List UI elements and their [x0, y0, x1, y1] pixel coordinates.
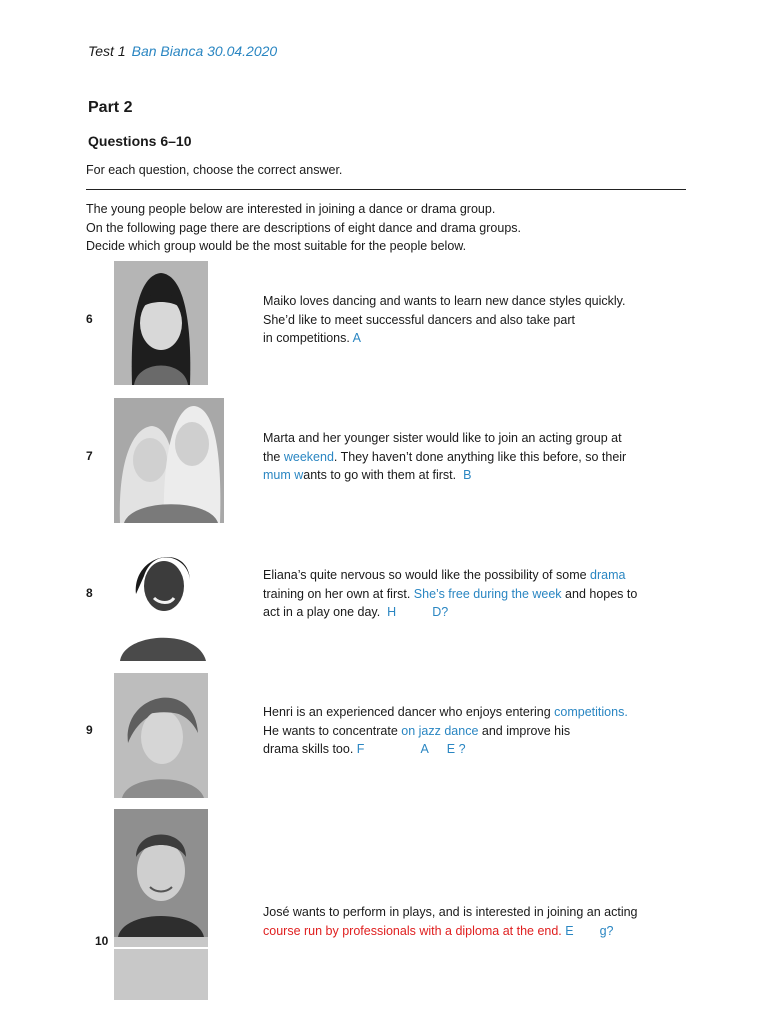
part-title: Part 2	[88, 99, 133, 116]
page-header	[88, 43, 277, 59]
question-text-10: José wants to perform in plays, and is interested in joining an acting course run by professionals with a diploma at the end. E g?	[263, 905, 638, 938]
intro-line: On the following page there are descriptions of eight dance and drama groups.	[86, 220, 521, 235]
answer-8b: D?	[432, 605, 449, 619]
answer-9a: F	[356, 742, 365, 756]
divider	[86, 189, 686, 190]
questions-range: Questions 6–10	[88, 133, 192, 149]
question-text-7: Marta and her younger sister would like to join an acting group at the weekend. They haven’t done anything like this before, so their mum wants to go with them at first. B	[263, 431, 627, 482]
question-text-9: Henri is an experienced dancer who enjoys entering competitions. He wants to concentrate on jazz dance and improve his drama skills too. F A E ?	[263, 705, 628, 756]
student-name-date: Ban Bianca 30.04.2020	[131, 43, 278, 59]
answer-9b: A	[420, 742, 429, 756]
answer-7: B	[463, 468, 472, 482]
question-number-7: 7	[86, 449, 93, 463]
answer-8a: H	[387, 605, 397, 619]
blank-image-placeholder	[114, 949, 208, 1000]
question-number-10: 10	[95, 934, 109, 948]
intro-line: The young people below are interested in joining a dance or drama group.	[86, 202, 496, 216]
intro-paragraph	[86, 200, 521, 256]
photo-strip	[114, 937, 208, 947]
person-photo-eliana	[114, 536, 208, 661]
question-number-8: 8	[86, 586, 93, 600]
question-text-8: Eliana’s quite nervous so would like the possibility of some drama training on her own at first. She’s free during the week and hopes to act in a play one day. H D?	[263, 568, 638, 619]
person-photo-henri	[114, 673, 208, 798]
instruction-text: For each question, choose the correct answer.	[86, 163, 343, 177]
question-number-9: 9	[86, 723, 93, 737]
question-number-6: 6	[86, 312, 93, 326]
test-label: Test 1	[88, 43, 126, 59]
answer-10b: g?	[599, 923, 614, 938]
answer-10a: E	[565, 923, 574, 938]
answer-6: A	[352, 331, 361, 345]
question-text-6: Maiko loves dancing and wants to learn new dance styles quickly. She’d like to meet successful dancers and also take part in competitions. A	[263, 294, 626, 345]
person-photo-maiko	[114, 261, 208, 385]
person-photo-marta-sister	[114, 398, 224, 523]
answer-9c: E ?	[446, 742, 466, 756]
person-photo-jose	[114, 809, 208, 937]
intro-line: Decide which group would be the most suitable for the people below.	[86, 239, 467, 253]
